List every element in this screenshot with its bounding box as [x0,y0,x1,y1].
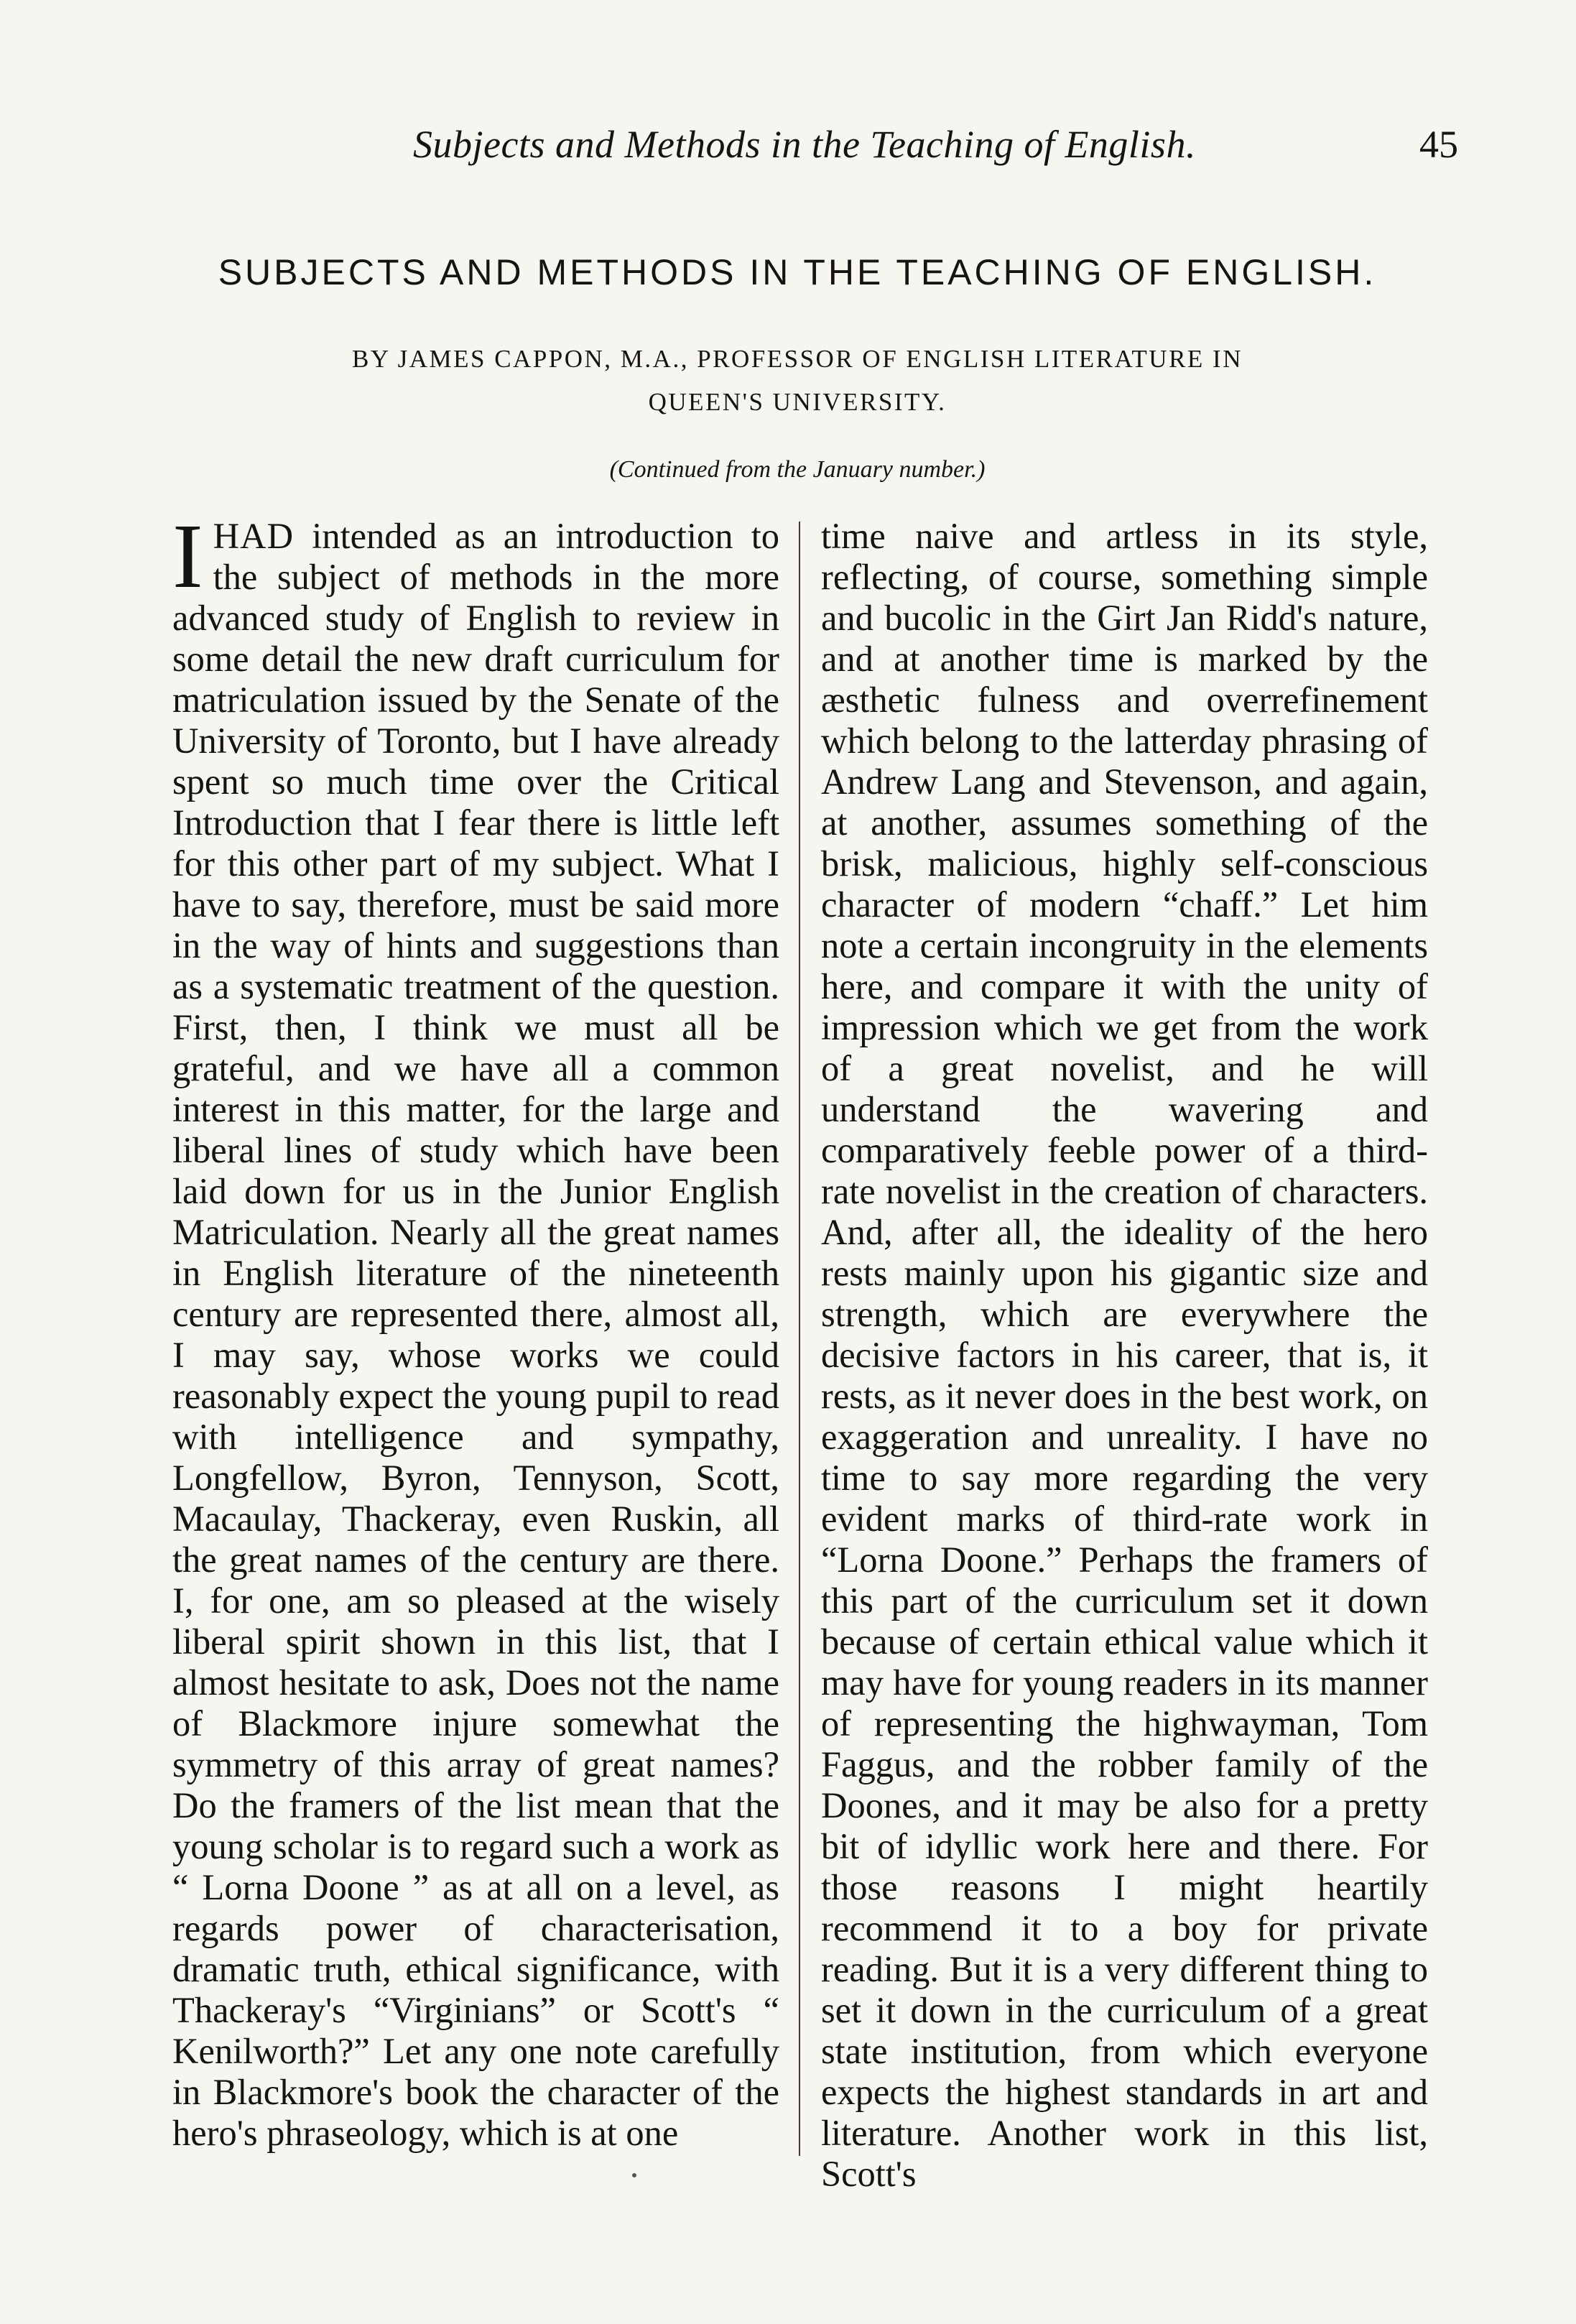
byline-line-2: QUEEN'S UNIVERSITY. [648,388,947,416]
left-column-paragraph [172,505,779,2154]
lead-word: HAD [213,516,295,556]
article-title: SUBJECTS AND METHODS IN THE TEACHING OF ENGLISH. [218,252,1377,292]
right-column-text: time naive and artless in its style, reflecting, of course, something simple and bucolic in the Girt Jan Ridd's nature, and at another time is marked by the æsthetic fulness and overrefinement which belong to the latterday phrasing of Andrew Lang and Stevenson, and again, at another, assumes something of the brisk, malicious, highly self-conscious character of modern “chaff.” Let him note a certain incongruity in the elements here, and compare it with the unity of impression which we get from the work of a great novelist, and he will understand the wavering and comparatively feeble power of a third-rate novelist in the creation of characters. And, after all, the ideality of the hero rests mainly upon his gigantic size and strength, which are everywhere the decisive factors in his career, that is, it rests, as it never does in the best work, on exaggeration and unreality. I have no time to say more regarding the very evident marks of third-rate work in “Lorna Doone.” Perhaps the framers of this part of the curriculum set it down because of certain ethical value which it may have for young readers in its manner of representing the highwayman, Tom Faggus, and the robber family of the Doones, and it may be also for a pretty bit of idyllic work here and there. For those reasons I might heartily recommend it to a boy for private reading. But it is a very different thing to set it down in the curriculum of a great state institution, from which everyone expects the highest standards in art and literature. Another work in this list, Scott's [821,516,1428,2194]
drop-cap: I [172,505,203,607]
page-number: 45 [1419,123,1458,166]
running-title: Subjects and Methods in the Teaching of English. [413,123,1196,166]
right-column [821,516,1428,2195]
left-column-text: intended as an introduction to the subject of methods in the more advanced study of English to review in some detail the new draft curriculum for matriculation issued by the Senate of the University of Toronto, but I have already spent so much time over the Critical Introduction that I fear there is little left for this other part of my subject. What I have to say, therefore, must be said more in the way of hints and suggestions than as a systematic treatment of the question. First, then, I think we must all be grateful, and we have all a common interest in this matter, for the large and liberal lines of study which have been laid down for us in the Junior English Matriculation. Nearly all the great names in English literature of the nineteenth century are represented there, almost all, I may say, whose works we could reasonably expect the young pupil to read with intelligence and sympathy, Longfellow, Byron, Tennyson, Scott, Macaulay, Thackeray, even Ruskin, all the great names of the century are there. I, for one, am so pleased at the wisely liberal spirit shown in this list, that I almost hesitate to ask, Does not the name of Blackmore injure somewhat the symmetry of this array of great names? Do the framers of the list mean that the young scholar is to regard such a work as “ Lorna Doone ” as at all on a level, as regards power of characterisation, dramatic truth, ethical significance, with Thackeray's “Virginians” or Scott's “ Kenilworth?” Let any one note carefully in Blackmore's book the character of the hero's phraseology, which is at one [172,516,779,2153]
continued-note: (Continued from the January number.) [609,456,986,483]
byline-line-1: BY JAMES CAPPON, M.A., PROFESSOR OF ENGLISH LITERATURE IN [352,345,1243,373]
byline [215,338,1379,424]
column-divider [799,522,800,2156]
running-head [172,122,1458,180]
print-speck [632,2173,636,2177]
left-column [172,505,779,2154]
